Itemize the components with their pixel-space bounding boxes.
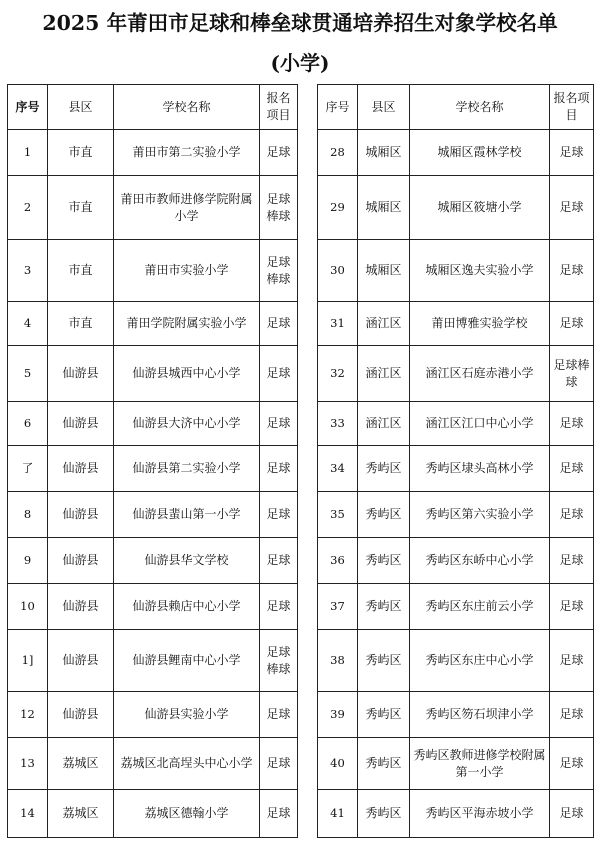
cell-no: 4 <box>8 302 48 346</box>
table-row <box>318 346 594 402</box>
cell-county: 仙游县 <box>48 538 114 584</box>
cell-item: 足球 <box>550 538 594 584</box>
table-header-row <box>8 85 298 130</box>
cell-school: 仙游县城西中心小学 <box>114 346 260 402</box>
cell-item: 足球 <box>550 630 594 692</box>
cell-item: 足球 <box>550 492 594 538</box>
cell-school: 秀屿区教师进修学校附属第一小学 <box>410 738 550 790</box>
table-row <box>318 492 594 538</box>
cell-county: 秀屿区 <box>358 492 410 538</box>
cell-item: 足球棒球 <box>260 240 298 302</box>
table-row <box>8 302 298 346</box>
school-table-right <box>317 84 594 838</box>
cell-county: 市直 <box>48 130 114 176</box>
cell-county: 秀屿区 <box>358 584 410 630</box>
cell-no: 9 <box>8 538 48 584</box>
header-no: 序号 <box>318 85 358 130</box>
cell-school: 城厢区霞林学校 <box>410 130 550 176</box>
table-row <box>318 630 594 692</box>
cell-no: 31 <box>318 302 358 346</box>
cell-no: 8 <box>8 492 48 538</box>
cell-county: 荔城区 <box>48 790 114 838</box>
table-row <box>8 630 298 692</box>
cell-county: 城厢区 <box>358 240 410 302</box>
cell-county: 仙游县 <box>48 492 114 538</box>
table-row <box>318 538 594 584</box>
header-item: 报名项目 <box>550 85 594 130</box>
table-row <box>8 692 298 738</box>
cell-no: 38 <box>318 630 358 692</box>
cell-county: 仙游县 <box>48 446 114 492</box>
cell-no: 37 <box>318 584 358 630</box>
header-county: 县区 <box>48 85 114 130</box>
cell-item: 足球 <box>260 130 298 176</box>
cell-no: 14 <box>8 790 48 838</box>
cell-item: 足球 <box>260 692 298 738</box>
cell-county: 仙游县 <box>48 346 114 402</box>
cell-no: 了 <box>8 446 48 492</box>
cell-school: 莆田市第二实验小学 <box>114 130 260 176</box>
cell-school: 涵江区石庭赤港小学 <box>410 346 550 402</box>
cell-no: 6 <box>8 402 48 446</box>
cell-county: 仙游县 <box>48 630 114 692</box>
header-county: 县区 <box>358 85 410 130</box>
cell-item: 足球棒球 <box>260 630 298 692</box>
cell-school: 秀屿区平海赤坡小学 <box>410 790 550 838</box>
cell-item: 足球 <box>550 130 594 176</box>
cell-item: 足球 <box>260 790 298 838</box>
cell-no: 3 <box>8 240 48 302</box>
cell-no: 1] <box>8 630 48 692</box>
cell-no: 5 <box>8 346 48 402</box>
table-row <box>318 584 594 630</box>
cell-no: 41 <box>318 790 358 838</box>
header-school: 学校名称 <box>410 85 550 130</box>
cell-school: 涵江区江口中心小学 <box>410 402 550 446</box>
header-no: 序号 <box>8 85 48 130</box>
cell-school: 荔城区北高埕头中心小学 <box>114 738 260 790</box>
table-row <box>318 446 594 492</box>
school-table-left <box>7 84 298 838</box>
cell-county: 秀屿区 <box>358 630 410 692</box>
cell-county: 涵江区 <box>358 346 410 402</box>
cell-no: 30 <box>318 240 358 302</box>
cell-school: 莆田博雅实验学校 <box>410 302 550 346</box>
cell-school: 仙游县第二实验小学 <box>114 446 260 492</box>
cell-item: 足球 <box>550 302 594 346</box>
table-row <box>318 240 594 302</box>
cell-county: 秀屿区 <box>358 446 410 492</box>
table-row <box>8 446 298 492</box>
cell-county: 城厢区 <box>358 130 410 176</box>
cell-no: 2 <box>8 176 48 240</box>
cell-county: 秀屿区 <box>358 538 410 584</box>
table-row <box>318 738 594 790</box>
cell-no: 1 <box>8 130 48 176</box>
table-row <box>8 240 298 302</box>
cell-no: 13 <box>8 738 48 790</box>
cell-item: 足球 <box>550 692 594 738</box>
page-subtitle: (小学) <box>270 51 330 75</box>
cell-school: 仙游县蜚山第一小学 <box>114 492 260 538</box>
table-row <box>318 130 594 176</box>
cell-item: 足球 <box>550 738 594 790</box>
cell-county: 秀屿区 <box>358 790 410 838</box>
cell-county: 仙游县 <box>48 402 114 446</box>
cell-school: 秀屿区笏石坝津小学 <box>410 692 550 738</box>
cell-item: 足球 <box>260 738 298 790</box>
cell-no: 12 <box>8 692 48 738</box>
table-row <box>8 584 298 630</box>
table-row <box>318 402 594 446</box>
header-item: 报名项目 <box>260 85 298 130</box>
cell-no: 10 <box>8 584 48 630</box>
cell-county: 秀屿区 <box>358 738 410 790</box>
table-header-row <box>318 85 594 130</box>
cell-no: 28 <box>318 130 358 176</box>
cell-school: 城厢区逸夫实验小学 <box>410 240 550 302</box>
cell-school: 莆田市教师进修学院附属小学 <box>114 176 260 240</box>
cell-school: 城厢区筱塘小学 <box>410 176 550 240</box>
cell-no: 35 <box>318 492 358 538</box>
cell-school: 仙游县大济中心小学 <box>114 402 260 446</box>
cell-no: 36 <box>318 538 358 584</box>
table-row <box>8 346 298 402</box>
cell-item: 足球 <box>550 790 594 838</box>
cell-no: 39 <box>318 692 358 738</box>
cell-item: 足球 <box>550 446 594 492</box>
cell-item: 足球 <box>260 302 298 346</box>
cell-county: 涵江区 <box>358 302 410 346</box>
cell-school: 秀屿区东峤中心小学 <box>410 538 550 584</box>
cell-county: 仙游县 <box>48 584 114 630</box>
cell-school: 秀屿区第六实验小学 <box>410 492 550 538</box>
cell-item: 足球 <box>550 176 594 240</box>
table-row <box>8 176 298 240</box>
cell-school: 仙游县赖店中心小学 <box>114 584 260 630</box>
cell-school: 仙游县鲤南中心小学 <box>114 630 260 692</box>
cell-no: 34 <box>318 446 358 492</box>
table-row <box>8 790 298 838</box>
table-row <box>8 492 298 538</box>
cell-no: 32 <box>318 346 358 402</box>
table-row <box>318 692 594 738</box>
cell-county: 秀屿区 <box>358 692 410 738</box>
cell-item: 足球棒球 <box>260 176 298 240</box>
cell-county: 市直 <box>48 176 114 240</box>
cell-item: 足球 <box>260 446 298 492</box>
cell-county: 涵江区 <box>358 402 410 446</box>
table-row <box>318 790 594 838</box>
cell-item: 足球 <box>550 402 594 446</box>
cell-item: 足球 <box>260 492 298 538</box>
cell-item: 足球 <box>550 240 594 302</box>
cell-school: 莆田学院附属实验小学 <box>114 302 260 346</box>
cell-item: 足球棒球 <box>550 346 594 402</box>
cell-school: 秀屿区东庄前云小学 <box>410 584 550 630</box>
cell-school: 仙游县华文学校 <box>114 538 260 584</box>
table-row <box>8 738 298 790</box>
cell-school: 仙游县实验小学 <box>114 692 260 738</box>
table-row <box>8 538 298 584</box>
cell-school: 荔城区德翰小学 <box>114 790 260 838</box>
page-title: 2025 年莆田市足球和棒垒球贯通培养招生对象学校名单 <box>42 11 558 35</box>
table-row <box>318 302 594 346</box>
cell-school: 秀屿区埭头高林小学 <box>410 446 550 492</box>
cell-item: 足球 <box>260 402 298 446</box>
cell-item: 足球 <box>260 346 298 402</box>
cell-item: 足球 <box>260 584 298 630</box>
cell-school: 莆田市实验小学 <box>114 240 260 302</box>
cell-no: 29 <box>318 176 358 240</box>
cell-item: 足球 <box>550 584 594 630</box>
header-school: 学校名称 <box>114 85 260 130</box>
cell-county: 市直 <box>48 302 114 346</box>
cell-county: 荔城区 <box>48 738 114 790</box>
cell-school: 秀屿区东庄中心小学 <box>410 630 550 692</box>
cell-item: 足球 <box>260 538 298 584</box>
cell-county: 城厢区 <box>358 176 410 240</box>
table-row <box>8 130 298 176</box>
cell-county: 市直 <box>48 240 114 302</box>
cell-no: 40 <box>318 738 358 790</box>
cell-county: 仙游县 <box>48 692 114 738</box>
cell-no: 33 <box>318 402 358 446</box>
table-row <box>8 402 298 446</box>
table-row <box>318 176 594 240</box>
